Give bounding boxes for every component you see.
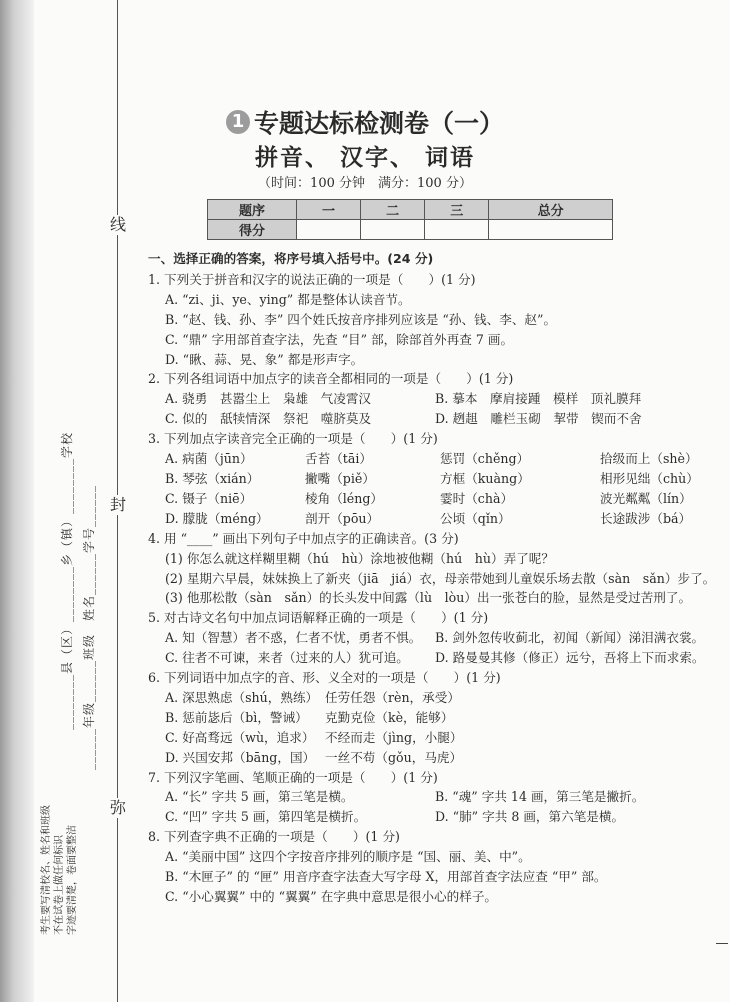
- page-subtitle: 拼音、 汉字、 词语: [254, 145, 475, 171]
- option: B. “赵、钱、孙、李” 四个姓氏按音序排列应该是 “孙、钱、李、赵”。: [165, 311, 557, 327]
- option: B. “魂” 字共 14 画，第三笔是撇折。: [435, 789, 645, 805]
- option: D. 兴国安邦（bāng，国）: [165, 749, 316, 765]
- option-item: 舌苔（tāi）: [305, 451, 372, 467]
- option-row: [148, 469, 718, 489]
- option-row: [148, 648, 718, 668]
- exam-notes: [40, 805, 79, 935]
- question-stem: 1. 下列关于拼音和汉字的说法正确的一项是（ ）(1 分): [148, 271, 476, 287]
- option-item: 剖开（pōu）: [305, 510, 380, 526]
- option-row: [148, 728, 718, 748]
- option-row: [148, 449, 718, 469]
- option: C. 好高骛远（wù，追求）: [165, 729, 315, 745]
- page-edge-mark: [716, 943, 728, 944]
- title-row: [0, 104, 730, 140]
- option-row: [148, 748, 718, 768]
- question-stem: 3. 下列加点字读音完全正确的一项是（ ）(1 分): [148, 431, 438, 447]
- question-stem: 2. 下列各组词语中加点字的读音全都相同的一项是（ ）(1 分): [148, 371, 514, 387]
- option: A. 骁勇 甚嚣尘上 枭雄 气凌霄汉: [165, 391, 372, 407]
- note-line: 字迹要清楚，卷面要整洁: [67, 825, 78, 935]
- score-cell[interactable]: [425, 220, 489, 240]
- question-section: [148, 249, 718, 907]
- sentence: (1) 你怎么就这样糊里糊（hú hù）涂地被他糊（hú hù）弄了呢？: [165, 550, 554, 566]
- option-item: 不经而走（jìng，小腿）: [325, 729, 463, 745]
- column-header: 二: [361, 200, 425, 220]
- option: C. 镊子（niē）: [165, 490, 253, 506]
- time-and-score-info: （时间：100 分钟 满分：100 分）: [258, 176, 472, 191]
- option: D. 趔趄 雕栏玉砌 挈带 锲而不舍: [435, 411, 642, 427]
- fold-mark-xian: 线: [109, 215, 126, 234]
- question-stem: 6. 下列词语中加点字的音、形、义全对的一项是（ ）(1 分): [148, 670, 501, 686]
- option-row: [148, 409, 718, 429]
- option-row: [148, 489, 718, 509]
- option-row: [148, 787, 718, 807]
- option: C. “小心翼翼” 中的 “翼翼” 在字典中意思是很小心的样子。: [165, 889, 498, 904]
- row-header: 得分: [208, 220, 297, 240]
- option: D. 路曼曼其修（修正）远兮，吾将上下而求索。: [435, 650, 705, 666]
- score-cell[interactable]: [489, 220, 613, 240]
- question-stem: 4. 用 “____” 画出下列句子中加点字的正确读音。(3 分): [148, 530, 459, 546]
- school-info-fields: ________县（区）________乡（镇）________学校: [60, 431, 74, 730]
- option: A. “zi、ji、ye、ying” 都是整体认读音节。: [165, 291, 411, 307]
- option-item: 方框（kuàng）: [440, 470, 530, 486]
- score-table: [207, 199, 613, 240]
- option-item: 撇嘴（piě）: [305, 470, 375, 486]
- option-row: [148, 708, 718, 728]
- option: D. “瞅、蒜、晃、象” 都是形声字。: [165, 351, 364, 367]
- option-item: 波光粼粼（lín）: [600, 490, 692, 506]
- option: A. “长” 字共 5 画，第三笔是横。: [165, 789, 354, 805]
- option-item: 公顷（qǐn）: [440, 510, 511, 526]
- option: D. “肺” 字共 8 画，第六笔是横。: [435, 809, 625, 825]
- option: C. “鼎” 字用部首查字法，先查 “目” 部，除部首外再查 7 画。: [165, 331, 514, 347]
- option: A. 深思熟虑（shú，熟练）: [165, 689, 319, 705]
- option: B. “木匣子” 的 “匣” 用音序查字法查大写字母 X，用部首查字法应查 “甲” 部。: [165, 869, 607, 885]
- column-header: 一: [297, 200, 361, 220]
- fold-mark-feng: 封: [109, 495, 126, 514]
- option: A. 知（智慧）者不惑，仁者不忧，勇者不惧。: [165, 630, 422, 646]
- sentence: (3) 他那松散（sàn sǎn）的长头发中间露（lù lòu）出一张苍白的脸，显然是受过苦刑了。: [165, 590, 692, 606]
- option-row: [148, 509, 718, 529]
- column-header: 三: [425, 200, 489, 220]
- option-item: 克勤克俭（kè，能够）: [325, 709, 454, 725]
- option-item: 棱角（léng）: [305, 490, 384, 506]
- option: C. 似的 舐犊情深 祭祀 噬脐莫及: [165, 411, 372, 427]
- column-header: 总分: [489, 200, 613, 220]
- score-cell[interactable]: [297, 220, 361, 240]
- option-row: [148, 389, 718, 409]
- option-item: 长途跋涉（bá）: [600, 510, 692, 526]
- option-row: [148, 807, 718, 827]
- option: D. 朦胧（méng）: [165, 510, 269, 526]
- option-item: 惩罚（chěng）: [440, 451, 530, 467]
- option: A. “美丽中国” 这四个字按音序排列的顺序是 “国、丽、美、中”。: [165, 849, 531, 865]
- question-stem: 7. 下列汉字笔画、笔顺正确的一项是（ ）(1 分): [148, 769, 438, 785]
- score-cell[interactable]: [361, 220, 425, 240]
- note-line: 不在试卷上做任何标识: [54, 835, 65, 935]
- option-row: [148, 628, 718, 648]
- student-info-fields: ______年级______班级 姓名______学号______: [82, 484, 96, 770]
- option: C. 往者不可谏，来者（过来的人）犹可追。: [165, 650, 409, 666]
- note-line: 考生要写清校名、姓名和班级: [41, 805, 52, 935]
- option-item: 拾级而上（shè）: [600, 451, 698, 467]
- question-stem: 8. 下列查字典不正确的一项是（ ）(1 分): [148, 829, 400, 845]
- page-title: 专题达标检测卷（一）: [253, 109, 504, 138]
- option-item: 任劳任怨（rèn，承受）: [325, 689, 460, 705]
- unit-number-badge: 1: [226, 110, 250, 134]
- question-stem: 5. 对古诗文名句中加点词语解释正确的一项是（ ）(1 分): [148, 610, 489, 626]
- option: A. 病菌（jūn）: [165, 451, 253, 467]
- section-heading: 一、选择正确的答案，将序号填入括号中。(24 分): [148, 251, 434, 266]
- option-item: 一丝不苟（gǒu，马虎）: [325, 749, 463, 765]
- fold-mark-mi: 弥: [109, 798, 126, 817]
- option-item: 霎时（chà）: [440, 490, 514, 506]
- row-header: 题序: [208, 200, 297, 220]
- option-item: 相形见绌（chù）: [600, 470, 699, 486]
- option: B. 琴弦（xián）: [165, 470, 260, 486]
- option: B. 摹本 摩肩接踵 模样 顶礼膜拜: [435, 391, 642, 407]
- option: B. 剑外忽传收蓟北，初闻（新闻）涕泪满衣裳。: [435, 630, 705, 646]
- option: B. 惩前毖后（bì，警诫）: [165, 709, 308, 725]
- option: C. “凹” 字共 5 画，第四笔是横折。: [165, 809, 367, 825]
- sentence: (2) 星期六早晨，妹妹换上了新夹（jiā jiá）衣，母亲带她到儿童娱乐场去散（sàn sǎn）步了。: [165, 570, 716, 586]
- option-row: [148, 688, 718, 708]
